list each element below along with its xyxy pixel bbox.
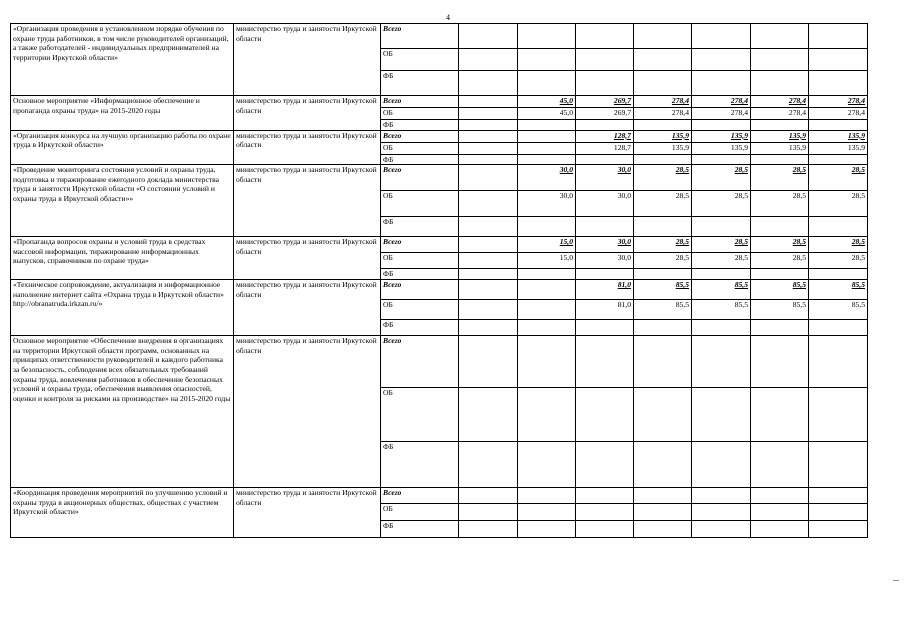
funding-value-cell [576,442,634,488]
funding-value-cell: 28,5 [692,253,751,269]
funding-value-cell: 28,5 [809,191,868,217]
funding-value-cell [518,49,576,71]
funding-value-cell [692,442,751,488]
funding-value-cell: 30,0 [576,253,634,269]
funding-value-cell [576,521,634,538]
funding-value-cell [692,521,751,538]
funding-value-cell [634,320,692,336]
activity-name: «Проведение мониторинга состояния условий и охраны труда, подготовка и тиражирование ежегодного доклада министерства труда и занятости Иркутской области «О состоянии условий и охраны труда в Иркутской области»» [11,165,234,237]
funding-value-cell [634,24,692,49]
funding-value-cell: 135,9 [634,142,692,154]
funding-value-cell [459,388,518,442]
funding-value-cell: 278,4 [751,96,809,108]
funding-value-cell: 278,4 [692,108,751,120]
funding-value-cell [459,120,518,131]
funding-source-label: ОБ [381,504,459,521]
funding-value-cell: 28,5 [751,253,809,269]
funding-value-cell [809,504,868,521]
funding-source-label: Всего [381,237,459,253]
funding-value-cell [634,269,692,280]
funding-value-cell [692,24,751,49]
funding-value-cell [576,71,634,96]
funding-value-cell: 28,5 [692,165,751,191]
executor-name: министерство труда и занятости Иркутской области [234,96,381,131]
funding-value-cell [809,488,868,504]
funding-value-cell: 30,0 [576,237,634,253]
funding-value-cell: 28,5 [809,165,868,191]
funding-value-cell: 269,7 [576,108,634,120]
funding-value-cell: 28,5 [751,237,809,253]
funding-value-cell [634,217,692,237]
funding-value-cell [459,442,518,488]
funding-value-cell: 128,7 [576,142,634,154]
funding-value-cell [518,300,576,320]
funding-value-cell: 85,5 [809,280,868,300]
table-row [11,336,868,388]
executor-name: министерство труда и занятости Иркутской области [234,130,381,165]
funding-value-cell: 28,5 [692,191,751,217]
funding-source-label: ФБ [381,217,459,237]
funding-value-cell [459,154,518,165]
funding-value-cell [751,269,809,280]
funding-value-cell [518,320,576,336]
funding-value-cell [809,521,868,538]
table-row [11,280,868,300]
funding-value-cell [459,488,518,504]
table-row [11,24,868,49]
table-row [11,165,868,191]
funding-value-cell [809,49,868,71]
scan-artifact [893,580,899,581]
funding-value-cell [751,49,809,71]
funding-value-cell [459,24,518,49]
funding-value-cell [751,521,809,538]
funding-value-cell [576,49,634,71]
funding-source-label: ФБ [381,521,459,538]
funding-value-cell [518,217,576,237]
activity-name: «Организация конкурса на лучшую организацию работы по охране труда в Иркутской области» [11,130,234,165]
funding-value-cell [518,24,576,49]
activity-name: «Пропаганда вопросов охраны и условий труда в средствах массовой информации, тиражирование информационных выпусков, справочников по охране труда» [11,237,234,280]
funding-value-cell [809,154,868,165]
funding-value-cell [576,320,634,336]
funding-value-cell [809,388,868,442]
funding-value-cell [459,108,518,120]
funding-value-cell: 30,0 [576,165,634,191]
funding-source-label: ОБ [381,49,459,71]
funding-source-label: ФБ [381,120,459,131]
funding-value-cell: 45,0 [518,96,576,108]
funding-value-cell [518,504,576,521]
funding-value-cell: 135,9 [692,142,751,154]
funding-value-cell: 278,4 [692,96,751,108]
funding-value-cell: 28,5 [634,253,692,269]
funding-value-cell [692,320,751,336]
funding-value-cell [809,320,868,336]
funding-value-cell: 28,5 [751,191,809,217]
executor-name: министерство труда и занятости Иркутской области [234,24,381,96]
funding-value-cell: 28,5 [809,253,868,269]
funding-value-cell: 135,9 [634,130,692,142]
funding-value-cell [634,521,692,538]
funding-source-label: ОБ [381,253,459,269]
funding-value-cell [809,336,868,388]
funding-value-cell [576,24,634,49]
funding-source-label: Всего [381,336,459,388]
funding-value-cell [518,71,576,96]
funding-value-cell: 135,9 [692,130,751,142]
funding-value-cell [692,388,751,442]
funding-value-cell [692,49,751,71]
funding-value-cell: 28,5 [751,165,809,191]
funding-value-cell: 278,4 [634,96,692,108]
funding-value-cell: 15,0 [518,237,576,253]
funding-source-label: Всего [381,488,459,504]
funding-value-cell: 135,9 [809,130,868,142]
funding-source-label: ФБ [381,71,459,96]
funding-source-label: ОБ [381,191,459,217]
funding-value-cell [459,130,518,142]
funding-value-cell [518,142,576,154]
funding-value-cell [576,336,634,388]
program-funding-table [10,23,868,538]
funding-value-cell [518,154,576,165]
funding-value-cell [459,320,518,336]
funding-source-label: ОБ [381,388,459,442]
funding-value-cell [809,269,868,280]
funding-value-cell [809,217,868,237]
funding-value-cell: 278,4 [751,108,809,120]
funding-value-cell [576,154,634,165]
funding-value-cell [809,442,868,488]
table-row [11,237,868,253]
funding-value-cell [518,269,576,280]
funding-value-cell: 30,0 [576,191,634,217]
funding-value-cell [634,388,692,442]
funding-value-cell [751,336,809,388]
funding-source-label: Всего [381,130,459,142]
activity-name: «Организация проведения в установленном порядке обучения по охране труда работников, в том числе руководителей организаций, а также работодателей - индивидуальных предпринимателей на территории Иркутской области» [11,24,234,96]
funding-value-cell [751,217,809,237]
funding-value-cell [809,71,868,96]
funding-value-cell [576,504,634,521]
funding-value-cell [459,49,518,71]
funding-value-cell: 278,4 [634,108,692,120]
funding-source-label: Всего [381,165,459,191]
funding-value-cell: 30,0 [518,191,576,217]
funding-value-cell [459,280,518,300]
funding-value-cell [751,442,809,488]
funding-value-cell [518,336,576,388]
funding-value-cell: 85,5 [634,300,692,320]
executor-name: министерство труда и занятости Иркутской области [234,336,381,488]
funding-value-cell [576,120,634,131]
funding-value-cell: 28,5 [634,237,692,253]
funding-value-cell: 85,5 [751,300,809,320]
funding-value-cell: 28,5 [634,191,692,217]
funding-source-label: Всего [381,280,459,300]
table-row [11,130,868,142]
funding-value-cell: 28,5 [692,237,751,253]
funding-value-cell [692,120,751,131]
funding-value-cell [459,300,518,320]
funding-value-cell [459,269,518,280]
funding-value-cell [459,521,518,538]
funding-source-label: Всего [381,24,459,49]
funding-value-cell: 85,5 [692,280,751,300]
table-row [11,96,868,108]
funding-value-cell: 15,0 [518,253,576,269]
funding-value-cell [459,504,518,521]
funding-value-cell: 85,5 [751,280,809,300]
funding-value-cell [459,71,518,96]
funding-value-cell [692,269,751,280]
funding-value-cell: 81,0 [576,300,634,320]
funding-value-cell [751,320,809,336]
activity-name: Основное мероприятие «Обеспечение внедрения в организациях на территории Иркутской области программ, основанных на принципах ответственности руководителей и каждого работника за безопасность, соблюдения всех обязательных требований охраны труда, вовлечения работников в обеспечение безопасных условий и охраны труда, обеспечения выявления опасностей, оценки и контроля за рисками на производстве» на 2015-2020 годы [11,336,234,488]
funding-value-cell [751,504,809,521]
funding-value-cell [634,71,692,96]
funding-source-label: ФБ [381,154,459,165]
funding-value-cell [576,488,634,504]
funding-source-label: Всего [381,96,459,108]
funding-value-cell [459,237,518,253]
funding-value-cell [459,165,518,191]
funding-source-label: ФБ [381,269,459,280]
funding-value-cell [634,120,692,131]
executor-name: министерство труда и занятости Иркутской области [234,488,381,538]
funding-source-label: ОБ [381,108,459,120]
funding-value-cell [809,120,868,131]
funding-value-cell [692,71,751,96]
funding-value-cell [576,269,634,280]
funding-value-cell: 85,5 [809,300,868,320]
funding-value-cell [518,388,576,442]
funding-value-cell: 278,4 [809,108,868,120]
funding-value-cell [751,120,809,131]
funding-value-cell [518,130,576,142]
funding-value-cell [692,504,751,521]
funding-value-cell [634,154,692,165]
executor-name: министерство труда и занятости Иркутской области [234,280,381,336]
funding-value-cell [751,388,809,442]
funding-value-cell: 278,4 [809,96,868,108]
funding-value-cell: 135,9 [809,142,868,154]
funding-value-cell: 85,5 [634,280,692,300]
activity-name: «Координация проведения мероприятий по улучшению условий и охраны труда в акционерных обществах, обществах с участием Иркутской области» [11,488,234,538]
funding-value-cell [751,488,809,504]
funding-value-cell [751,24,809,49]
funding-value-cell: 135,9 [751,142,809,154]
funding-value-cell [634,442,692,488]
funding-source-label: ОБ [381,300,459,320]
funding-value-cell [518,280,576,300]
activity-name: Основное мероприятие «Информационное обеспечение и пропаганда охраны труда» на 2015-2020 годы [11,96,234,131]
funding-value-cell [459,217,518,237]
funding-value-cell [634,488,692,504]
funding-value-cell [692,336,751,388]
funding-value-cell [634,504,692,521]
funding-value-cell [809,24,868,49]
funding-value-cell: 85,5 [692,300,751,320]
page-number: 4 [446,13,450,22]
funding-value-cell: 30,0 [518,165,576,191]
funding-value-cell [518,442,576,488]
funding-value-cell [576,388,634,442]
funding-source-label: ФБ [381,442,459,488]
table-row [11,488,868,504]
executor-name: министерство труда и занятости Иркутской области [234,237,381,280]
funding-value-cell [634,336,692,388]
funding-value-cell: 28,5 [809,237,868,253]
funding-value-cell [692,217,751,237]
funding-value-cell [518,120,576,131]
funding-value-cell: 28,5 [634,165,692,191]
funding-value-cell [692,488,751,504]
funding-value-cell: 81,0 [576,280,634,300]
funding-source-label: ФБ [381,320,459,336]
funding-value-cell: 128,7 [576,130,634,142]
executor-name: министерство труда и занятости Иркутской области [234,165,381,237]
funding-value-cell [634,49,692,71]
funding-value-cell [692,154,751,165]
funding-value-cell [518,521,576,538]
funding-value-cell: 45,0 [518,108,576,120]
funding-source-label: ОБ [381,142,459,154]
funding-value-cell [459,336,518,388]
funding-value-cell [459,253,518,269]
funding-value-cell [751,71,809,96]
funding-value-cell [459,96,518,108]
funding-value-cell [751,154,809,165]
funding-value-cell [518,488,576,504]
funding-value-cell [576,217,634,237]
funding-value-cell [459,191,518,217]
funding-value-cell [459,142,518,154]
activity-name: «Техническое сопровождение, актуализация и информационное наполнение интернет сайта «Охрана труда в Иркутской области» http://obranatruda.irkzan.ru/» [11,280,234,336]
funding-value-cell: 135,9 [751,130,809,142]
funding-value-cell: 269,7 [576,96,634,108]
